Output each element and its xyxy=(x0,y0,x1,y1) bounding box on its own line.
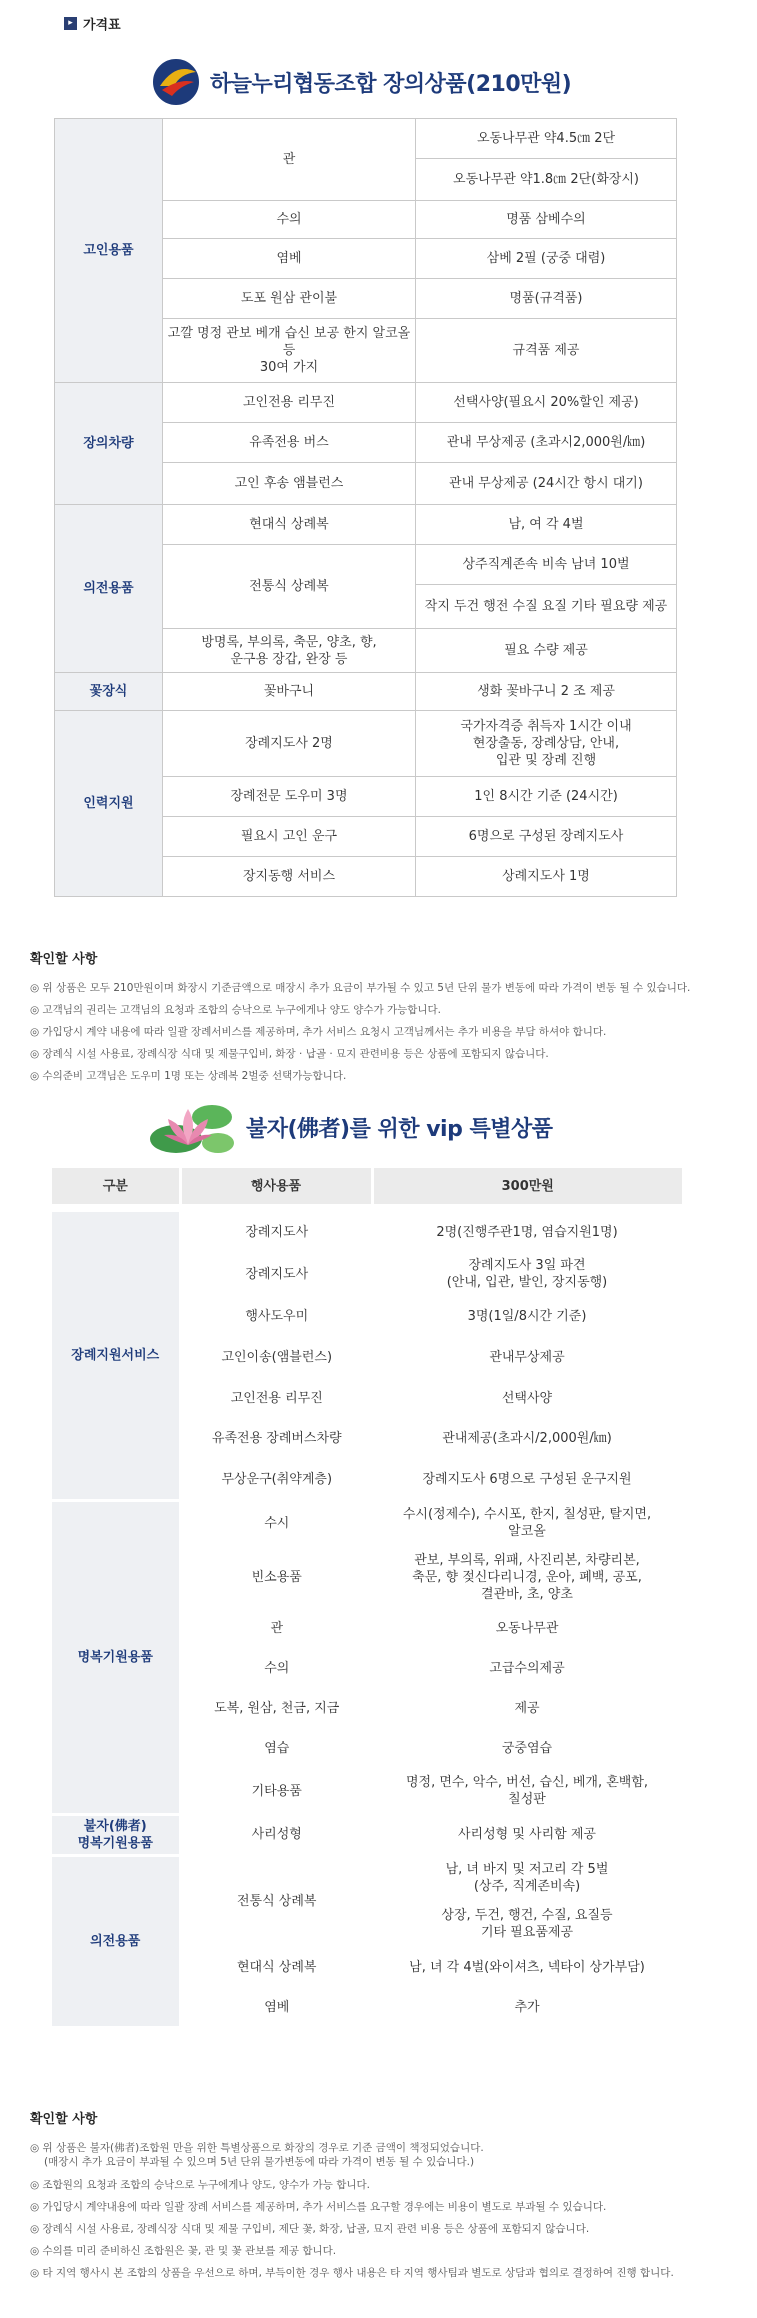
g1-item: 장례지도사 xyxy=(245,1266,309,1282)
note-item: ◎ 조합원의 요청과 조합의 승낙으로 누구에게나 양도, 양수가 가능 합니다. xyxy=(30,2179,371,2191)
note-item: ◎ 위 상품은 모두 210만원이며 화장시 기준금액으로 매장시 추가 요금이 부가될 수 있고 5년 단위 물가 변동에 따라 가격이 변동 될 수 있습니다. xyxy=(30,982,691,994)
value-misc: 필요 수량 제공 xyxy=(416,629,677,673)
item-pall: 필요시 고인 운구 xyxy=(163,817,416,857)
g2-item: 도복, 원삼, 천금, 지금 xyxy=(214,1700,340,1716)
item-basket: 꽃바구니 xyxy=(163,673,416,711)
note-item: ◎ 위 상품은 불자(佛者)조합원 만을 위한 특별상품으로 화장의 경우로 기준 금액이 책정되었습니다. xyxy=(30,2142,484,2154)
g4-value-trad-1: 남, 녀 바지 및 저고리 각 5벌 (상주, 직계존비속) xyxy=(445,1862,609,1894)
g1-item: 고인전용 리무진 xyxy=(230,1390,323,1406)
notes-standard xyxy=(30,948,730,1087)
value-trad-1: 상주직계존속 비속 남녀 10벌 xyxy=(416,545,677,585)
category-flower: 꽃장식 xyxy=(55,673,163,711)
g2-value: 명정, 면수, 악수, 버선, 습신, 베개, 혼백함, 칠성판 xyxy=(405,1775,649,1807)
vip-title-text: 불자(佛者)를 위한 vip 특별상품 xyxy=(246,1116,553,1142)
g1-item: 유족전용 장례버스차량 xyxy=(211,1430,342,1446)
item-bus: 유족전용 버스 xyxy=(163,423,416,463)
g2-item: 관 xyxy=(270,1620,284,1636)
value-burial: 상례지도사 1명 xyxy=(416,857,677,897)
value-dopo: 명품(규격품) xyxy=(416,279,677,319)
g1-item: 고인이송(앰블런스) xyxy=(221,1349,333,1365)
g1-value: 장례지도사 3일 파견 (안내, 입관, 발인, 장지동행) xyxy=(446,1258,608,1290)
product-title-text: 하늘누리협동조합 장의상품(210만원) xyxy=(210,71,572,97)
g2-item: 기타용품 xyxy=(251,1783,302,1799)
product-title-vip xyxy=(148,1095,628,1159)
note-item: ◎ 수의를 미리 준비하신 조합원은 꽃, 관 및 꽃 관보를 제공 합니다. xyxy=(30,2245,337,2257)
item-director: 장례지도사 2명 xyxy=(163,711,416,777)
vip-product-table xyxy=(52,1168,682,2029)
g1-value: 선택사양 xyxy=(501,1390,553,1406)
g1-item: 장례지도사 xyxy=(245,1224,309,1240)
item-helper: 장례전문 도우미 3명 xyxy=(163,777,416,817)
note-item: ◎ 가입당시 계약 내용에 따라 일괄 장례서비스를 제공하며, 추가 서비스 요청시 고객님께서는 추가 비용을 부담 하셔야 합니다. xyxy=(30,1026,607,1038)
category-cloth: 의전용품 xyxy=(55,505,163,673)
g2-value: 제공 xyxy=(514,1700,540,1716)
header-price: 300만원 xyxy=(372,1168,682,1204)
note-item: ◎ 장례식 시설 사용료, 장례식장 식대 및 제물 구입비, 제단 꽃, 화장, 납골, 묘지 관련 비용 등은 상품에 포함되지 않습니다. xyxy=(30,2223,590,2235)
value-bus: 관내 무상제공 (초과시2,000원/㎞) xyxy=(416,423,677,463)
g3-item: 사리성형 xyxy=(251,1827,302,1842)
notes-vip xyxy=(30,2108,730,2284)
g1-value: 관내무상제공 xyxy=(489,1349,565,1365)
group-memorial: 명복기원용품 xyxy=(52,1500,180,1814)
header-category: 구분 xyxy=(52,1168,180,1204)
g4-value: 추가 xyxy=(514,1999,540,2015)
item-suui: 수의 xyxy=(163,201,416,239)
group-buddhist: 불자(佛者) 명복기원용품 xyxy=(52,1814,180,1855)
value-pall: 6명으로 구성된 장례지도사 xyxy=(416,817,677,857)
g4-value: 남, 녀 각 4벌(와이셔츠, 넥타이 상가부담) xyxy=(409,1959,645,1975)
category-goin: 고인용품 xyxy=(55,119,163,383)
item-limo: 고인전용 리무진 xyxy=(163,383,416,423)
g1-item: 행사도우미 xyxy=(245,1308,309,1324)
chevron-right-icon: ▸ xyxy=(64,17,77,30)
g1-value: 3명(1일/8시간 기준) xyxy=(467,1308,587,1324)
g1-item: 무상운구(취약계층) xyxy=(221,1471,333,1487)
item-yeombe: 염베 xyxy=(163,239,416,279)
item-gwan: 관 xyxy=(163,119,416,201)
value-modern: 남, 여 각 4벌 xyxy=(416,505,677,545)
value-basket: 생화 꽃바구니 2 조 제공 xyxy=(416,673,677,711)
cooperative-logo-icon xyxy=(150,56,202,108)
value-trad-2: 작지 두건 행전 수질 요질 기타 필요량 제공 xyxy=(416,585,677,629)
category-staff: 인력지원 xyxy=(55,711,163,897)
g1-value: 장례지도사 6명으로 구성된 운구지원 xyxy=(422,1471,632,1487)
standard-product-table xyxy=(54,118,677,897)
group-funeral-support: 장례지원서비스 xyxy=(52,1212,180,1500)
group-ceremony: 의전용품 xyxy=(52,1855,180,2027)
note-item: (매장시 추가 요금이 부과될 수 있으며 5년 단위 물가변동에 따라 가격이 변동 될 수 있습니다.) xyxy=(44,2156,475,2168)
g4-value-trad-2: 상장, 두건, 행건, 수질, 요질등 기타 필요품제공 xyxy=(441,1908,613,1940)
g3-value: 사리성형 및 사리함 제공 xyxy=(458,1827,596,1842)
note-item: ◎ 고객님의 권리는 고객님의 요청과 조합의 승낙으로 누구에게나 양도 양수가 가능합니다. xyxy=(30,1004,442,1016)
g4-item-trad: 전통식 상례복 xyxy=(237,1893,317,1909)
value-gwan-2: 오동나무관 약1.8㎝ 2단(화장시) xyxy=(416,159,677,201)
note-item: ◎ 장례식 시설 사용료, 장례식장 식대 및 제물구입비, 화장 · 납골 · 묘지 관련비용 등은 상품에 포함되지 않습니다. xyxy=(30,1048,549,1060)
section-header-label: 가격표 xyxy=(83,17,121,33)
item-gokkal: 고깔 명정 관보 베개 습신 보공 한지 알코올 등 30여 가지 xyxy=(163,319,416,383)
note-item: ◎ 수의준비 고객님은 도우미 1명 또는 상례복 2벌중 선택가능합니다. xyxy=(30,1070,347,1082)
g2-item: 수의 xyxy=(264,1660,290,1676)
value-amb: 관내 무상제공 (24시간 항시 대기) xyxy=(416,463,677,505)
g2-item: 염습 xyxy=(264,1740,290,1756)
notes-title: 확인할 사항 xyxy=(30,2112,98,2127)
item-modern: 현대식 상례복 xyxy=(163,505,416,545)
item-trad: 전통식 상례복 xyxy=(163,545,416,629)
g2-item: 빈소용품 xyxy=(251,1569,302,1585)
value-director: 국가자격증 취득자 1시간 이내 현장출동, 장례상담, 안내, 입관 및 장례 진행 xyxy=(416,711,677,777)
g2-value: 관보, 부의록, 위패, 사진리본, 차량리본, 축문, 향 젖신다리니경, 운아, 폐백, 공포, 결관바, 초, 양초 xyxy=(412,1552,642,1602)
item-amb: 고인 후송 앰블런스 xyxy=(163,463,416,505)
value-gokkal: 규격품 제공 xyxy=(416,319,677,383)
value-yeombe: 삼베 2필 (궁중 대렴) xyxy=(416,239,677,279)
item-burial: 장지동행 서비스 xyxy=(163,857,416,897)
g2-value: 궁중염습 xyxy=(501,1740,553,1756)
value-helper: 1인 8시간 기준 (24시간) xyxy=(416,777,677,817)
g4-item: 염베 xyxy=(264,1999,290,2015)
g2-value: 고급수의제공 xyxy=(489,1660,565,1676)
g1-value: 2명(진행주관1명, 염습지원1명) xyxy=(436,1224,618,1240)
product-title-standard xyxy=(150,56,610,108)
category-car: 장의차량 xyxy=(55,383,163,505)
g1-value: 관내제공(초과시/2,000원/㎞) xyxy=(442,1430,612,1446)
notes-title: 확인할 사항 xyxy=(30,952,98,967)
note-item: ◎ 가입당시 계약내용에 따라 일괄 장례 서비스를 제공하며, 추가 서비스를 요구할 경우에는 비용이 별도로 부과될 수 있습니다. xyxy=(30,2201,607,2213)
header-items: 행사용품 xyxy=(180,1168,372,1204)
lotus-icon xyxy=(148,1095,236,1159)
g2-item: 수시 xyxy=(264,1515,290,1531)
value-suui: 명품 삼베수의 xyxy=(416,201,677,239)
g2-value: 수시(정제수), 수시포, 한지, 칠성판, 탈지면, 알코올 xyxy=(402,1507,652,1539)
note-item: ◎ 타 지역 행사시 본 조합의 상품을 우선으로 하며, 부득이한 경우 행사 내용은 타 지역 행사팀과 별도로 상담과 협의로 결정하여 진행 합니다. xyxy=(30,2267,674,2279)
item-misc: 방명록, 부의록, 축문, 양초, 향, 운구용 장갑, 완장 등 xyxy=(163,629,416,673)
g4-item: 현대식 상례복 xyxy=(237,1959,317,1975)
item-dopo: 도포 원삼 관이불 xyxy=(163,279,416,319)
section-header xyxy=(64,14,121,32)
value-gwan-1: 오동나무관 약4.5㎝ 2단 xyxy=(416,119,677,159)
g2-value: 오동나무관 xyxy=(495,1620,559,1636)
value-limo: 선택사양(필요시 20%할인 제공) xyxy=(416,383,677,423)
